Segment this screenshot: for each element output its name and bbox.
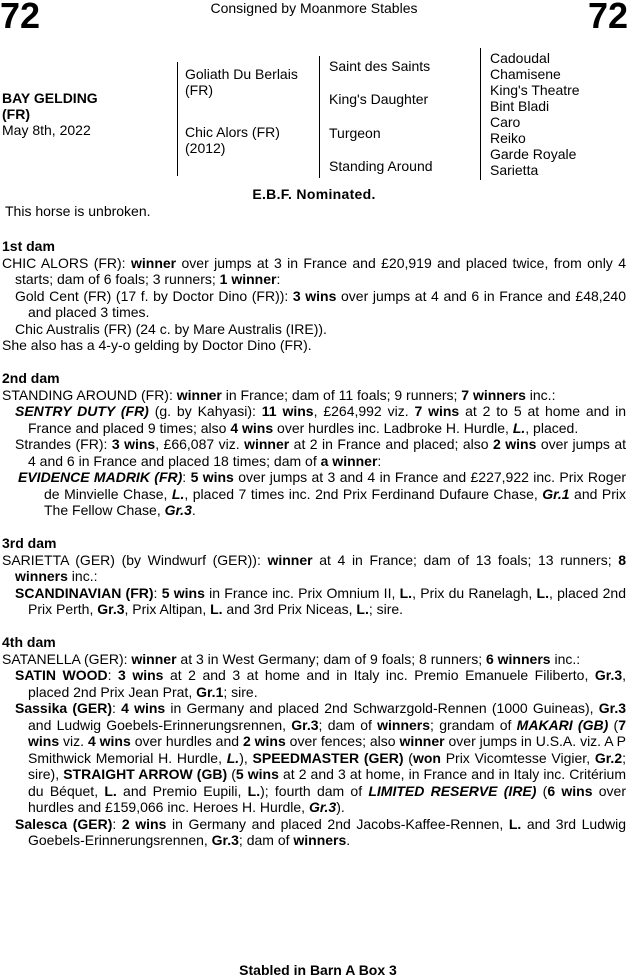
text-run: 3 wins xyxy=(111,436,156,452)
pedigree-dam-dam: Standing Around xyxy=(329,158,433,174)
text-run: L. xyxy=(104,782,117,799)
text-run: 7 wins xyxy=(28,716,626,749)
pedigree-sire: Goliath Du Berlais (FR) xyxy=(185,66,298,98)
text-run: ( xyxy=(536,782,548,799)
text-run: at 2 to 5 at home and in France and placed 9 times; also xyxy=(28,403,627,436)
text-run: and Prix The Fellow Chase, xyxy=(44,485,627,518)
unbroken-note: This horse is unbroken. xyxy=(5,203,151,219)
text-run: , Prix Altipan, xyxy=(124,601,211,617)
text-run: : xyxy=(107,667,119,683)
text-run: over jumps at 3 and 4 in France and £227,922 inc. Prix Roger de Minvielle Chase, xyxy=(44,469,627,502)
text-run: and Ludwig Goebels-Erinnerungsrennen, xyxy=(28,716,292,733)
pedigree-gen3-name: King's Theatre xyxy=(490,82,580,98)
text-run: Prix Vicomtesse Vigier, xyxy=(440,749,595,766)
section-gap xyxy=(2,618,626,635)
pedigree-gen3-name: Reiko xyxy=(490,130,526,146)
text-run: ); fourth dam of xyxy=(260,782,369,799)
text-run: Gr.3 xyxy=(291,716,319,733)
text-run: ( xyxy=(608,716,619,733)
text-run: , placed. xyxy=(525,419,579,436)
text-run: , placed 2nd Prix Jean Prat, xyxy=(28,667,627,700)
consignor: Consigned by Moanmore Stables xyxy=(210,0,418,16)
text-run: at 3 in West Germany; dam of 9 foals; 8 runners; xyxy=(176,650,486,667)
text-run: ; sire), xyxy=(28,749,626,782)
text-run: Gr.2 xyxy=(594,749,623,766)
text-run: over fences; also xyxy=(285,733,400,749)
produce-record xyxy=(2,238,626,849)
text-run: L. xyxy=(226,749,240,766)
pedigree-gen3-name: Caro xyxy=(490,114,521,130)
text-run: 4 wins xyxy=(230,419,274,436)
text-run: Gr.1 xyxy=(542,485,570,502)
text-run: inc.: xyxy=(67,568,98,584)
text-run: L. xyxy=(210,601,223,617)
section-heading: 3rd dam xyxy=(2,535,57,551)
section-heading: 2nd dam xyxy=(2,370,60,386)
text-run: STANDING AROUND (FR): xyxy=(2,386,177,403)
text-run: ; dam of xyxy=(238,832,294,848)
text-run: ; dam of xyxy=(318,716,378,733)
text-run: ( xyxy=(227,766,236,782)
text-run: in France inc. Prix Omnium II, xyxy=(204,584,400,601)
produce-entry xyxy=(2,288,626,321)
ebf-nominated: E.B.F. Nominated. xyxy=(252,186,376,202)
pedigree-divider xyxy=(177,62,178,176)
pedigree-divider xyxy=(480,48,481,180)
text-run: . xyxy=(346,832,351,848)
produce-entry xyxy=(2,387,626,404)
text-run: , £66,087 viz. xyxy=(155,436,245,452)
pedigree-dam: Chic Alors (FR) (2012) xyxy=(185,124,280,156)
produce-entry xyxy=(2,700,626,816)
text-run: 4 wins xyxy=(87,733,131,749)
text-run: : xyxy=(153,584,162,601)
text-run: ( xyxy=(403,749,413,766)
text-run: a winner xyxy=(320,452,378,469)
text-run: 3 wins xyxy=(292,287,337,304)
section-heading: 4th dam xyxy=(2,634,56,650)
text-run: at 2 and 3 at home and in Italy inc. Premio Emanuele Filiberto, xyxy=(163,667,595,683)
text-run: at 2 and 3 at home, in France and in Italy inc. Critérium du Béquet, xyxy=(28,766,627,799)
text-run: SENTRY DUTY (FR) xyxy=(15,403,149,419)
text-run: , placed 7 times inc. 2nd Prix Ferdinand Dufaure Chase, xyxy=(184,485,543,502)
text-run: L. xyxy=(399,584,413,601)
text-run: winner xyxy=(244,436,290,452)
text-run: L. xyxy=(536,584,549,601)
text-run: Gr.3 xyxy=(211,832,239,848)
text-run: and Premio Eupili, xyxy=(116,782,248,799)
text-run: SCANDINAVIAN (FR) xyxy=(15,584,154,601)
text-run: L. xyxy=(356,601,369,617)
text-run: over jumps at 4 and 6 in France and £48,240 and placed 3 times. xyxy=(28,287,627,320)
text-run: . xyxy=(191,502,196,518)
text-run: Gr.1 xyxy=(196,683,224,700)
text-run: She also has a 4-y-o gelding by Doctor Dino (FR). xyxy=(2,337,312,353)
produce-entry xyxy=(2,255,626,288)
text-run: ). xyxy=(336,799,345,815)
pedigree-sire-dam: King's Daughter xyxy=(329,91,429,107)
text-run: Gr.3 xyxy=(598,700,627,716)
text-run: 2 wins xyxy=(493,436,537,452)
text-run: CHIC ALORS (FR): xyxy=(2,254,131,271)
text-run: , £264,992 viz. xyxy=(313,403,415,419)
text-run: : xyxy=(112,700,122,716)
text-run: SATIN WOOD xyxy=(15,667,108,683)
text-run: winners xyxy=(377,716,431,733)
text-run: in Germany and placed 2nd Schwarzgold-Rennen (1000 Guineas), xyxy=(165,700,599,716)
text-run: over hurdles and £159,066 inc. Heroes H. Hurdle, xyxy=(28,782,626,815)
produce-entry xyxy=(2,667,626,700)
text-run: Salesca (GER) xyxy=(15,815,113,832)
text-run: won xyxy=(412,749,441,766)
produce-entry xyxy=(2,816,626,849)
text-run: Gr.3 xyxy=(308,799,337,815)
horse-country: (FR) xyxy=(2,106,30,122)
text-run: ; grandam of xyxy=(430,716,517,733)
text-run: SATANELLA (GER): xyxy=(2,650,132,667)
text-run: 5 wins xyxy=(161,584,205,601)
text-run: : xyxy=(377,452,382,469)
text-run: ; sire. xyxy=(223,683,258,700)
text-run: : xyxy=(112,815,122,832)
produce-entry xyxy=(2,469,626,519)
text-run: , Prix du Ranelagh, xyxy=(412,584,537,601)
text-run: EVIDENCE MADRIK (FR) xyxy=(18,469,183,485)
text-run: 1 winner xyxy=(219,271,277,287)
text-run: winner xyxy=(130,254,177,271)
text-run: 7 winners xyxy=(461,386,526,403)
pedigree-gen3-name: Chamisene xyxy=(490,66,561,82)
horse-description: BAY GELDING xyxy=(2,90,98,106)
text-run: winners xyxy=(293,832,347,848)
text-run: 5 wins xyxy=(235,766,279,782)
text-run: Gold Cent (FR) (17 f. by Doctor Dino (FR)): xyxy=(15,287,293,304)
pedigree-divider xyxy=(319,56,320,178)
text-run: over jumps at 4 and 6 in France and placed 18 times; dam of xyxy=(28,436,627,469)
text-run: STRAIGHT ARROW (GB) xyxy=(63,766,228,782)
text-run: and 3rd Prix Niceas, xyxy=(222,601,357,617)
pedigree-sire-sire: Saint des Saints xyxy=(329,58,431,74)
text-run: (g. by Kahyasi): xyxy=(148,403,262,419)
produce-entry xyxy=(2,403,626,436)
horse-details xyxy=(2,90,98,138)
section-heading: 1st dam xyxy=(2,238,55,254)
text-run: Gr.3 xyxy=(594,667,623,683)
produce-entry xyxy=(2,321,626,338)
text-run: Gr.3 xyxy=(97,601,125,617)
text-run: : xyxy=(182,469,191,485)
text-run: inc.: xyxy=(525,386,556,403)
text-run: over jumps in U.S.A. viz. A P Smithwick Memorial H. Hurdle, xyxy=(28,733,627,766)
text-run: winner xyxy=(176,386,222,403)
text-run: 6 wins xyxy=(547,782,593,799)
text-run: , placed 2nd Prix Perth, xyxy=(28,584,626,617)
section-gap xyxy=(2,519,626,536)
text-run: LIMITED RESERVE (IRE) xyxy=(368,782,537,799)
text-run: at 2 in France and placed; also xyxy=(289,436,493,452)
produce-entry xyxy=(2,436,626,469)
text-run: ), xyxy=(239,749,253,766)
text-run: SARIETTA (GER) (by Windwurf (GER)): xyxy=(2,551,268,568)
text-run: L. xyxy=(247,782,261,799)
section-gap xyxy=(2,354,626,371)
text-run: Strandes (FR): xyxy=(15,436,112,452)
text-run: ; sire. xyxy=(368,601,404,617)
produce-entry xyxy=(2,585,626,618)
text-run: Gr.3 xyxy=(164,502,192,518)
text-run: 2 wins xyxy=(121,815,167,832)
text-run: MAKARI (GB) xyxy=(516,716,609,733)
pedigree-gen3-name: Garde Royale xyxy=(490,146,577,162)
text-run: L. xyxy=(508,815,522,832)
text-run: L. xyxy=(512,419,526,436)
text-run: SPEEDMASTER (GER) xyxy=(252,749,404,766)
produce-entry xyxy=(2,651,626,668)
text-run: 3 wins xyxy=(118,667,164,683)
produce-entry xyxy=(2,552,626,585)
produce-entry xyxy=(2,337,626,354)
text-run: 5 wins xyxy=(190,469,234,485)
text-run: at 4 in France; dam of 13 foals; 13 runners; xyxy=(312,551,619,568)
text-run: and 3rd Ludwig Goebels-Erinnerungsrennen, xyxy=(28,815,626,848)
pedigree-gen3-name: Bint Bladi xyxy=(490,98,550,114)
text-run: in France; dam of 11 foals; 9 runners; xyxy=(221,386,462,403)
horse-foaled: May 8th, 2022 xyxy=(2,122,91,138)
text-run: 2 wins xyxy=(242,733,286,749)
pedigree-gen3 xyxy=(490,50,580,178)
text-run: over hurdles inc. Ladbroke H. Hurdle, xyxy=(273,419,513,436)
text-run: : xyxy=(276,271,281,287)
pedigree-gen3-name: Sarietta xyxy=(490,162,539,178)
text-run: 7 wins xyxy=(414,403,460,419)
pedigree-gen3-name: Cadoudal xyxy=(490,50,550,66)
text-run: in Germany and placed 2nd Jacobs-Kaffee-Rennen, xyxy=(166,815,509,832)
text-run: inc.: xyxy=(550,650,581,667)
text-run: over hurdles and xyxy=(130,733,243,749)
pedigree-dam-sire: Turgeon xyxy=(329,125,381,141)
text-run: Sassika (GER) xyxy=(15,700,113,716)
lot-number-right: 72 xyxy=(587,0,628,36)
text-run: 4 wins xyxy=(121,700,166,716)
text-run: 6 winners xyxy=(485,650,551,667)
stabling-info: Stabled in Barn A Box 3 xyxy=(239,962,397,978)
text-run: viz. xyxy=(59,733,88,749)
text-run: winner xyxy=(399,733,445,749)
text-run: Chic Australis (FR) (24 c. by Mare Australis (IRE)). xyxy=(15,320,327,337)
lot-number: 72 xyxy=(0,0,41,36)
text-run: L. xyxy=(171,485,185,502)
text-run: winner xyxy=(131,650,177,667)
text-run: over jumps at 3 in France and £20,919 and placed twice, from only 4 starts; dam of 6 foals; 3 runners; xyxy=(15,254,626,287)
text-run: 8 winners xyxy=(15,551,627,584)
text-run: winner xyxy=(267,551,313,568)
text-run: 11 wins xyxy=(261,403,314,419)
